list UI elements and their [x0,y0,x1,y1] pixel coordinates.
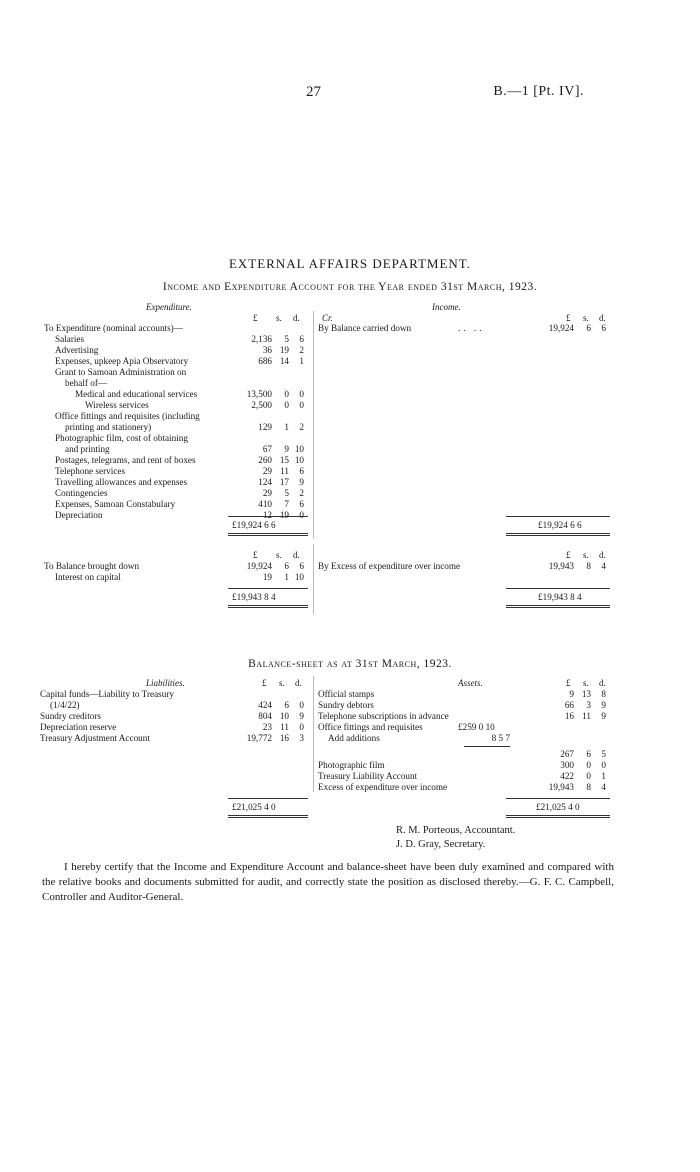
row-pence: 0 [299,722,304,732]
row-label: By Excess of expenditure over income [318,561,461,571]
row-shillings: 8 [586,782,591,792]
income-pounds-head-2: £ [566,550,571,560]
row-label: Interest on capital [55,572,121,582]
row-pence: 0 [299,400,304,410]
row-pounds: 19,772 [246,733,272,743]
row-label: Excess of expenditure over income [318,782,448,792]
row-pence: 0 [299,700,304,710]
row-shillings: 13 [581,689,591,699]
row-label: Telephone services [55,466,126,476]
expenditure-heading: Expenditure. [146,302,192,312]
total2-double-rule-right [506,605,610,608]
row-label: By Balance carried down [318,323,412,333]
row-shillings: 11 [582,711,591,721]
row-pounds: 23 [262,722,272,732]
row-shillings: 11 [280,722,289,732]
total2-rule-right [506,588,610,589]
bs-total-double-rule-left [228,815,308,818]
table-row [0,400,310,411]
row-pounds: 29 [262,488,272,498]
row-label: Postages, telegrams, and rent of boxes [55,455,196,465]
row-shillings: 6 [284,561,289,571]
row-label: Expenses, upkeep Apia Observatory [55,356,189,366]
column-divider [313,311,314,539]
row-pence: 6 [299,499,304,509]
row-pounds: 67 [262,444,272,454]
row-pounds: 19 [262,572,272,582]
row-pence: 0 [299,510,304,520]
table-row [0,334,310,345]
shillings-head-2: s. [276,550,282,560]
income-heading: Income. [432,302,461,312]
income-pence-head: d. [599,313,606,323]
liabilities-heading: Liabilities. [146,678,185,688]
row-pence: 10 [294,444,304,454]
total-double-rule-right [506,533,610,536]
page-number: 27 [306,84,321,100]
row-label: Depreciation reserve [40,722,117,732]
row-shillings: 0 [586,771,591,781]
assets-heading: Assets. [458,678,483,688]
row-pounds: 686 [258,356,272,366]
row-pounds: 66 [564,700,574,710]
table-row [0,455,310,466]
row-pence: 6 [299,561,304,571]
row-pence: 9 [601,700,606,710]
row-label: To Balance brought down [44,561,140,571]
table-row [0,689,700,700]
row-label: Advertising [55,345,99,355]
table-row [0,749,700,760]
table-row [0,433,310,444]
row-pence: 9 [601,711,606,721]
table-row [0,499,310,510]
row-pence: 3 [299,733,304,743]
row-pounds: 424 [258,700,272,710]
table-row [0,367,310,378]
row-pounds: 13,500 [246,389,272,399]
table-row [0,356,310,367]
total2-rule-left [228,588,308,589]
row-shillings: 16 [279,733,289,743]
row-pence: 2 [299,488,304,498]
row-pence: 5 [601,749,606,759]
total-right: £19,924 6 6 [538,520,582,530]
row-label: (1/4/22) [50,700,80,710]
row-inner-amount: 8 5 7 [491,733,510,743]
table-row [0,711,700,722]
leader-dots: .. .. [458,323,485,333]
row-shillings: 3 [586,700,591,710]
row-label: behalf of— [65,378,108,388]
row-pence: 9 [299,477,304,487]
account-title: Income and Expenditure Account for the Year ended 31st March, 1923. [162,281,538,293]
table-row [0,722,700,733]
row-pounds: 410 [258,499,272,509]
income-pounds-head: £ [566,313,571,323]
row-shillings: 0 [586,760,591,770]
bs-total-left: £21,025 4 0 [232,802,276,812]
table-row [0,378,310,389]
income-shillings-head-2: s. [583,550,589,560]
table-row [0,444,310,455]
row-label: Photographic film [318,760,385,770]
cr-label: Cr. [322,313,333,323]
row-inner-amount: £259 0 10 [458,722,495,732]
audit-certificate: I hereby certify that the Income and Expenditure Account and balance-sheet have been duly examined and compared with the relative books and documents submitted for audit, and correctly state the position as disclosed thereby.—G. F. C. Campbell, Controller and Auditor-General. [42,861,614,903]
income-pence-head-2: d. [599,550,606,560]
row-pence: 0 [601,760,606,770]
bs-shillings-head: s. [279,678,285,688]
row-pence: 6 [299,466,304,476]
row-pounds: 16 [564,711,574,721]
row-label: Expenses, Samoan Constabulary [55,499,176,509]
row-pence: 6 [601,323,606,333]
row-pence: 4 [601,782,606,792]
row-shillings: 0 [284,389,289,399]
row-label: and printing [65,444,110,454]
row-pence: 1 [601,771,606,781]
signature-accountant: R. M. Porteous, Accountant. [396,825,516,836]
row-shillings: 5 [284,488,289,498]
row-label: Salaries [55,334,85,344]
row-label: Sundry debtors [318,700,374,710]
row-label: Travelling allowances and expenses [55,477,188,487]
row-shillings: 15 [279,455,289,465]
row-pence: 6 [299,334,304,344]
total-rule-left [228,516,308,517]
row-label: Office fittings and requisites [318,722,423,732]
row-shillings: 19 [279,510,289,520]
row-label: Treasury Liability Account [318,771,418,781]
row-pounds: 19,924 [246,561,272,571]
row-shillings: 9 [284,444,289,454]
row-label: Add additions [328,733,380,743]
table-row [0,488,310,499]
table-row [0,760,700,771]
row-pounds: 2,500 [251,400,272,410]
row-pence: 2 [299,422,304,432]
row-shillings: 1 [284,572,289,582]
row-pence: 4 [601,561,606,571]
row-label: Capital funds—Liability to Treasury [40,689,174,699]
table-row [0,422,310,433]
table-row [0,700,700,711]
row-shillings: 8 [586,561,591,571]
row-pounds: 422 [560,771,574,781]
row-label: Photographic film, cost of obtaining [55,433,188,443]
row-pounds: 12 [262,510,272,520]
bs-pence-head: d. [295,678,302,688]
table-row [0,477,310,488]
row-shillings: 10 [279,711,289,721]
row-label: printing and stationery) [65,422,152,432]
signature-secretary: J. D. Gray, Secretary. [396,839,486,850]
row-shillings: 0 [284,400,289,410]
income-shillings-head: s. [583,313,589,323]
total2-left: £19,943 8 4 [232,592,276,602]
bs-total-rule-right [506,798,610,799]
row-pence: 2 [299,345,304,355]
table-row [0,782,700,793]
total2-right: £19,943 8 4 [538,592,582,602]
document-reference: B.—1 [Pt. IV]. [493,84,584,99]
row-pounds: 36 [262,345,272,355]
row-pence: 8 [601,689,606,699]
row-label: Contingencies [55,488,108,498]
bs-total-double-rule-right [506,815,610,818]
row-label: Depreciation [55,510,103,520]
row-pence: 1 [299,356,304,366]
row-label: Treasury Adjustment Account [40,733,150,743]
row-label: Office fittings and requisites (including [55,411,200,421]
column-divider-2 [313,544,314,614]
row-pounds: 19,943 [548,782,574,792]
department-title: EXTERNAL AFFAIRS DEPARTMENT. [228,256,472,271]
row-pounds: 19,924 [548,323,574,333]
row-shillings: 11 [280,466,289,476]
row-pounds: 129 [258,422,272,432]
row-pounds: 2,136 [251,334,272,344]
row-pounds: 19,943 [548,561,574,571]
shillings-head: s. [276,313,282,323]
pence-head: d. [293,313,300,323]
row-label: Grant to Samoan Administration on [55,367,187,377]
row-pounds: 267 [560,749,574,759]
subtotal-rule [464,746,510,747]
bs-asset-pence-head: d. [599,678,606,688]
row-shillings: 1 [284,422,289,432]
table-row [0,561,700,572]
row-label: Telephone subscriptions in advance [318,711,449,721]
table-row [0,733,700,744]
row-pounds: 9 [569,689,574,699]
table-row [0,466,310,477]
table-row [0,771,700,782]
bs-total-rule-left [228,798,308,799]
row-pounds: 29 [262,466,272,476]
row-pence: 9 [299,711,304,721]
row-pounds: 260 [258,455,272,465]
pence-head-2: d. [293,550,300,560]
bs-pounds-head: £ [262,678,267,688]
row-pence: 10 [294,572,304,582]
row-pence: 10 [294,455,304,465]
row-shillings: 17 [279,477,289,487]
row-pounds: 300 [560,760,574,770]
table-row [0,389,310,400]
bs-asset-pounds-head: £ [566,678,571,688]
total-rule-right [506,516,610,517]
row-shillings: 7 [284,499,289,509]
row-pounds: 124 [258,477,272,487]
total-double-rule-left [228,533,308,536]
total-left: £19,924 6 6 [232,520,276,530]
row-shillings: 6 [586,323,591,333]
row-pence: 0 [299,389,304,399]
expenditure-group-label: To Expenditure (nominal accounts)— [44,323,183,333]
balance-sheet-title: Balance-sheet as at 31st March, 1923. [248,658,452,670]
row-label: Wireless services [85,400,149,410]
row-pounds: 804 [258,711,272,721]
row-shillings: 6 [284,700,289,710]
row-label: Sundry creditors [40,711,101,721]
table-row [0,345,310,356]
pounds-head-2: £ [253,550,258,560]
total2-double-rule-left [228,605,308,608]
row-shillings: 6 [586,749,591,759]
bs-asset-shillings-head: s. [583,678,589,688]
row-label: Official stamps [318,689,375,699]
row-shillings: 14 [279,356,289,366]
row-shillings: 5 [284,334,289,344]
pounds-head: £ [253,313,258,323]
table-row [0,572,310,583]
table-row [0,323,700,334]
row-shillings: 19 [279,345,289,355]
table-row [0,411,310,422]
bs-total-right: £21,025 4 0 [536,802,580,812]
row-label: Medical and educational services [75,389,198,399]
